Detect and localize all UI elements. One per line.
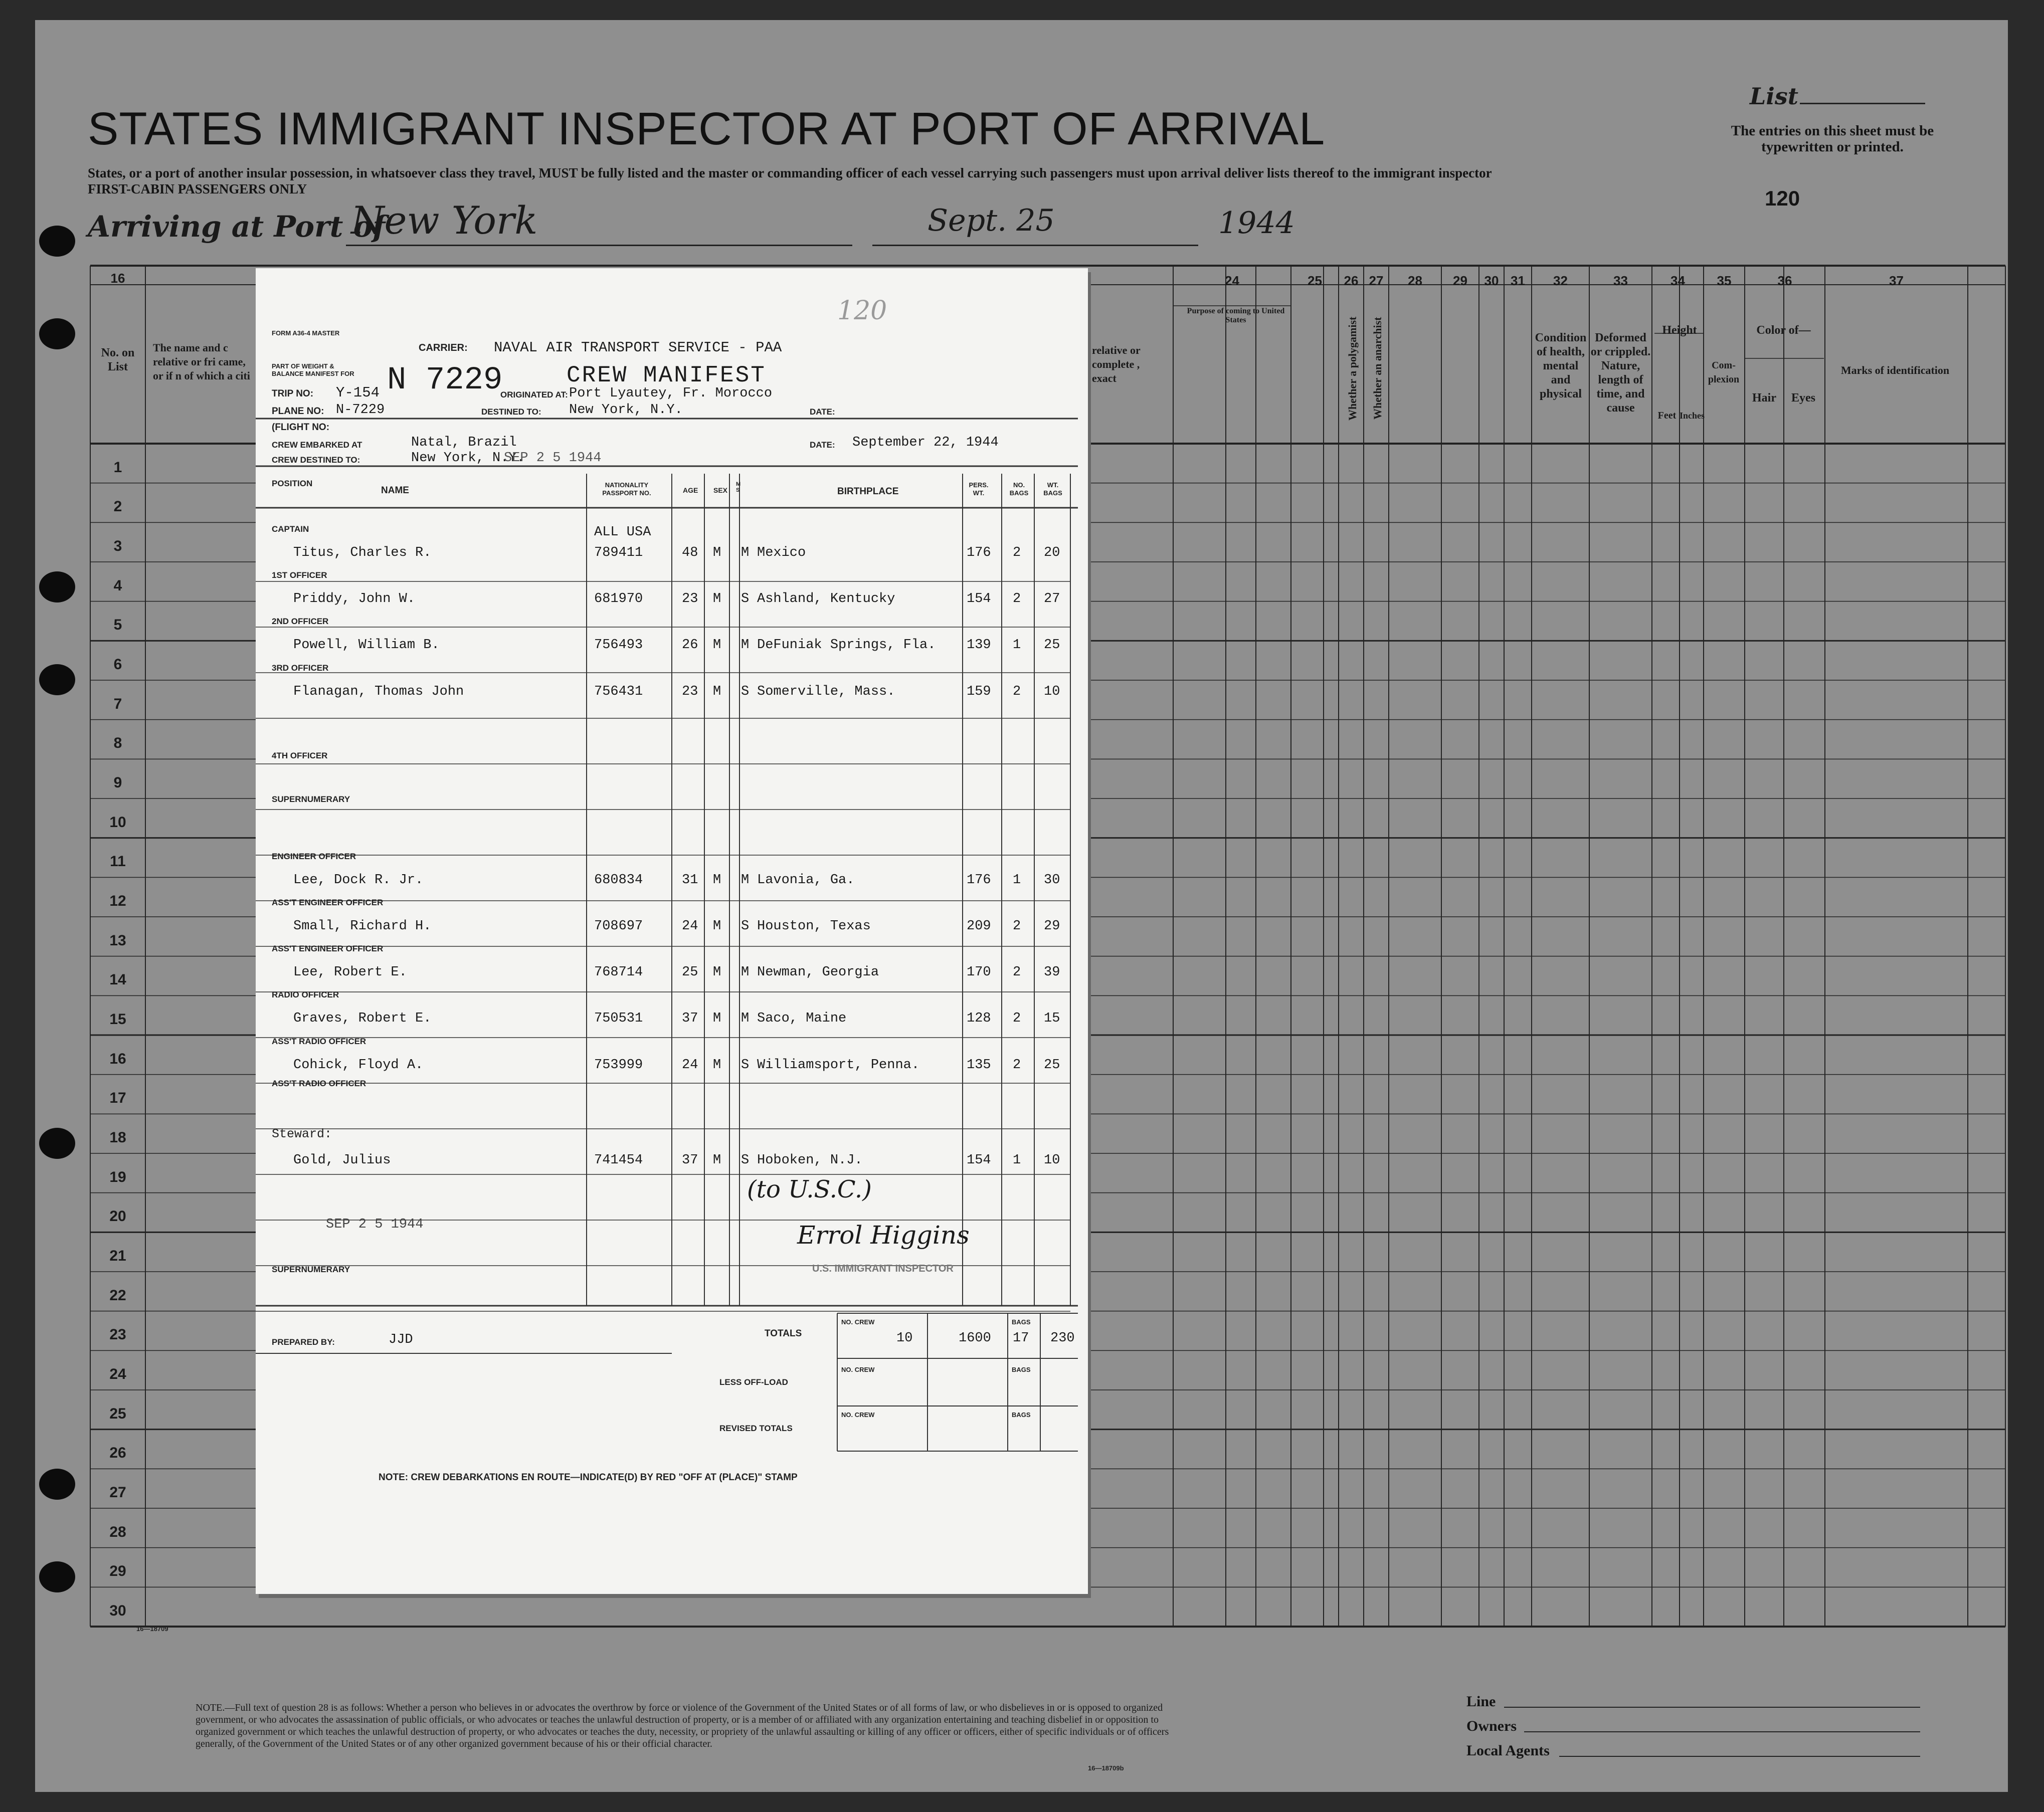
row-number: 4 — [113, 577, 122, 594]
col-number: 36 — [1777, 273, 1792, 288]
relative-head: relative or complete , exact — [1092, 344, 1141, 384]
crew-bags: 2 — [1013, 1058, 1021, 1073]
entries-note: The entries on this sheet must be typewritten or printed. — [1731, 123, 1934, 155]
sheet-number: 120 — [1765, 186, 1800, 210]
crew-bag-weight: 25 — [1044, 638, 1060, 653]
crew-sex: M — [713, 873, 721, 888]
crew-birthplace: Houston, Texas — [757, 919, 871, 934]
crew-sex: M — [713, 1153, 721, 1168]
crew-weight: 154 — [967, 1153, 991, 1168]
age-col-head: AGE — [683, 486, 698, 494]
purpose-head: Purpose of coming to United States — [1187, 307, 1285, 324]
revised-totals-label: REVISED TOTALS — [719, 1424, 793, 1433]
position-4th-officer: 4TH OFFICER — [272, 751, 328, 760]
total-crew: 10 — [896, 1331, 913, 1346]
less-offload-label: LESS OFF-LOAD — [719, 1377, 788, 1387]
position-supernumerary: SUPERNUMERARY — [272, 794, 350, 804]
crew-position: CAPTAIN — [272, 524, 309, 534]
agents-underline — [1559, 1756, 1920, 1757]
nationality-all: ALL USA — [594, 525, 651, 540]
crew-name: Lee, Robert E. — [293, 965, 407, 980]
crew-age: 23 — [682, 684, 698, 699]
form-subtitle: States, or a port of another insular possession, in whatsoever class they travel, MUST be fully listed and the master or commanding officer of each vessel carrying such passengers must upon arrival deliver lists thereof to the immigrant inspector — [88, 165, 1492, 180]
crew-birthplace: Mexico — [757, 545, 806, 560]
crew-marital-status: S — [741, 684, 750, 699]
row-number: 20 — [109, 1208, 126, 1225]
crew-birthplace: Saco, Maine — [757, 1011, 847, 1026]
usc-note: (to U.S.C.) — [747, 1175, 872, 1203]
no-crew-label-2: NO. CREW — [841, 1366, 875, 1373]
crew-passport: 680834 — [594, 873, 643, 888]
crew-weight: 176 — [967, 545, 991, 560]
col-number: 27 — [1369, 273, 1384, 288]
arrival-date: Sept. 25 — [927, 203, 1055, 238]
crew-bag-weight: 20 — [1044, 545, 1060, 560]
crew-bag-weight: 15 — [1044, 1011, 1060, 1026]
plane-number: N-7229 — [336, 402, 385, 418]
crew-passport: 741454 — [594, 1153, 643, 1168]
crew-bags: 2 — [1013, 965, 1021, 980]
crew-name: Priddy, John W. — [293, 591, 416, 607]
crew-weight: 209 — [967, 919, 991, 934]
crew-bags: 1 — [1013, 638, 1021, 653]
crew-bag-weight: 27 — [1044, 591, 1060, 607]
crew-bags: 2 — [1013, 1011, 1021, 1026]
anarchist-head — [1364, 316, 1394, 421]
crew-sex: M — [713, 684, 721, 699]
col-number: 31 — [1511, 273, 1525, 288]
row-number: 29 — [109, 1563, 126, 1580]
crew-name: Powell, William B. — [293, 638, 440, 653]
plane-label: PLANE NO: — [272, 406, 324, 417]
crew-position: ASS'T RADIO OFFICER — [272, 1037, 366, 1046]
row-number: 14 — [109, 971, 126, 988]
crew-weight: 170 — [967, 965, 991, 980]
row-number: 8 — [113, 735, 122, 752]
crew-passport: 750531 — [594, 1011, 643, 1026]
prepared-by-label: PREPARED BY: — [272, 1337, 335, 1347]
crew-bag-weight: 10 — [1044, 684, 1060, 699]
bags-col-head: NO. BAGS — [1009, 481, 1029, 497]
pencil-number: 120 — [837, 296, 887, 326]
anarchist-text: Whether an anarchist — [1371, 317, 1384, 420]
feet-head: Feet — [1657, 410, 1677, 421]
lower-stamp-date: SEP 2 5 1944 — [326, 1217, 424, 1232]
crew-passport: 681970 — [594, 591, 643, 607]
position-col-head: POSITION — [272, 479, 313, 488]
col-number: 29 — [1453, 273, 1467, 288]
totals-label: TOTALS — [765, 1328, 802, 1339]
crew-age: 26 — [682, 638, 698, 653]
col-number: 35 — [1717, 273, 1732, 288]
arrival-year: 1944 — [1218, 206, 1295, 241]
owners-underline — [1524, 1731, 1920, 1732]
row-number: 6 — [113, 656, 122, 673]
crew-position: 3RD OFFICER — [272, 663, 329, 673]
crew-marital-status: S — [741, 591, 750, 607]
crew-birthplace: DeFuniak Springs, Fla. — [757, 638, 936, 653]
name-col-head: NAME — [381, 485, 409, 496]
owners-label: Owners — [1466, 1718, 1517, 1734]
crew-bags: 2 — [1013, 684, 1021, 699]
crew-age: 23 — [682, 591, 698, 607]
trip-number: Y-154 — [336, 384, 380, 401]
bags-label-2: BAGS — [1012, 1366, 1031, 1373]
color-head: Color of— — [1756, 324, 1811, 337]
flight-label: (FLIGHT NO: — [272, 422, 330, 433]
crew-sex: M — [713, 1011, 721, 1026]
grid-form-code: 16—18709 — [136, 1625, 168, 1633]
row-number: 2 — [113, 498, 122, 515]
hair-head: Hair — [1752, 391, 1776, 405]
col-number: 24 — [1225, 273, 1239, 288]
crew-marital-status: S — [741, 1153, 750, 1168]
crew-birthplace: Somerville, Mass. — [757, 684, 895, 699]
row-number: 22 — [109, 1287, 126, 1304]
total-bag-weight: 230 — [1050, 1331, 1075, 1346]
destined-label: DESTINED TO: — [481, 407, 541, 417]
crew-bag-weight: 25 — [1044, 1058, 1060, 1073]
crew-bags: 2 — [1013, 591, 1021, 607]
sex-col-head: SEX — [713, 486, 728, 494]
row-number: 28 — [109, 1523, 126, 1540]
crew-weight: 154 — [967, 591, 991, 607]
crew-sex: M — [713, 591, 721, 607]
crew-bag-weight: 10 — [1044, 1153, 1060, 1168]
crew-weight: 135 — [967, 1058, 991, 1073]
crew-age: 37 — [682, 1153, 698, 1168]
row-number: 9 — [113, 774, 122, 791]
crew-marital-status: S — [741, 919, 750, 934]
crew-passport: 753999 — [594, 1058, 643, 1073]
col-number: 26 — [1344, 273, 1359, 288]
debarkation-note: NOTE: CREW DEBARKATIONS EN ROUTE—INDICATE(D) BY RED "OFF AT (PLACE)" STAMP — [379, 1472, 798, 1483]
crew-marital-status: M — [741, 1011, 750, 1026]
crew-bag-weight: 30 — [1044, 873, 1060, 888]
deformed-head: Deformed or crippled. Nature, length of time, and cause — [1590, 331, 1651, 415]
crew-position: 2ND OFFICER — [272, 617, 329, 626]
birthplace-col-head: BIRTHPLACE — [837, 486, 899, 497]
total-weight: 1600 — [959, 1331, 991, 1346]
crew-age: 37 — [682, 1011, 698, 1026]
arrival-port: New York — [351, 198, 538, 243]
row-number: 18 — [109, 1129, 126, 1146]
row-number: 17 — [109, 1090, 126, 1107]
bags-label-3: BAGS — [1012, 1411, 1031, 1419]
crew-name: Gold, Julius — [293, 1153, 391, 1168]
crew-bag-weight: 29 — [1044, 919, 1060, 934]
crew-age: 48 — [682, 545, 698, 560]
row-number: 13 — [109, 932, 126, 949]
no-crew-label-1: NO. CREW — [841, 1318, 875, 1326]
crew-marital-status: S — [741, 1058, 750, 1073]
nationality-col-head: NATIONALITY PASSPORT NO. — [602, 481, 651, 497]
complexion-head: Com- plexion — [1708, 360, 1740, 385]
crew-sex: M — [713, 1058, 721, 1073]
manifest-form-code: FORM A36-4 MASTER — [272, 329, 340, 337]
position-asst-radio-2: ASS'T RADIO OFFICER — [272, 1079, 366, 1088]
row-number: 11 — [110, 853, 126, 870]
row-number: 25 — [109, 1405, 126, 1422]
local-agents-label: Local Agents — [1466, 1742, 1550, 1759]
crew-bags: 2 — [1013, 919, 1021, 934]
list-label-text: List — [1750, 83, 1798, 110]
crew-bags: 1 — [1013, 1153, 1021, 1168]
inspector-signature: Errol Higgins — [797, 1221, 970, 1250]
crew-sex: M — [713, 919, 721, 934]
embarked-value: Natal, Brazil — [411, 435, 517, 450]
inches-head: Inches — [1680, 411, 1705, 421]
crew-name: Graves, Robert E. — [293, 1011, 432, 1026]
crew-position: ASS'T ENGINEER OFFICER — [272, 898, 384, 907]
carrier-value: NAVAL AIR TRANSPORT SERVICE - PAA — [494, 339, 782, 356]
crew-name: Cohick, Floyd A. — [293, 1058, 424, 1073]
col-number: 32 — [1553, 273, 1568, 288]
aircraft-number-large: N 7229 — [387, 362, 503, 398]
crew-age: 31 — [682, 873, 698, 888]
height-head: Height — [1662, 324, 1697, 337]
col-number: 28 — [1408, 273, 1422, 288]
crew-sex: M — [713, 638, 721, 653]
originated-value: Port Lyautey, Fr. Morocco — [569, 386, 773, 401]
embark-date-label: DATE: — [810, 440, 835, 450]
health-head: Condition of health, mental and physical — [1535, 331, 1587, 400]
col-number: 33 — [1613, 273, 1628, 288]
position-supernumerary-2: SUPERNUMERARY — [272, 1265, 350, 1274]
crew-sex: M — [713, 965, 721, 980]
row-number: 1 — [113, 459, 122, 476]
col-number-16: 16 — [110, 271, 125, 286]
row-number: 16 — [109, 1050, 126, 1067]
crew-weight: 139 — [967, 638, 991, 653]
crew-sex: M — [713, 545, 721, 560]
crew-weight: 176 — [967, 873, 991, 888]
col-number: 30 — [1484, 273, 1499, 288]
crew-passport: 789411 — [594, 545, 643, 560]
row-number: 19 — [109, 1168, 126, 1185]
polygamist-text: Whether a polygamist — [1346, 316, 1359, 421]
crew-weight: 159 — [967, 684, 991, 699]
row-number: 15 — [109, 1011, 126, 1028]
crew-position: RADIO OFFICER — [272, 990, 339, 999]
row-number: 10 — [109, 814, 126, 831]
crew-age: 24 — [682, 919, 698, 934]
destined-value: New York, N.Y. — [569, 402, 683, 418]
eyes-head: Eyes — [1791, 391, 1815, 405]
row-number: 7 — [113, 695, 122, 712]
crew-bags: 2 — [1013, 545, 1021, 560]
no-crew-label-3: NO. CREW — [841, 1411, 875, 1419]
crew-birthplace: Lavonia, Ga. — [757, 873, 855, 888]
crew-bags: 1 — [1013, 873, 1021, 888]
row-number: 23 — [109, 1326, 126, 1343]
prepared-by-value: JJD — [389, 1332, 413, 1347]
crew-bag-weight: 39 — [1044, 965, 1060, 980]
weight-manifest-label: PART OF WEIGHT & BALANCE MANIFEST FOR — [272, 362, 354, 377]
row-number: 26 — [109, 1445, 126, 1462]
row-number: 30 — [109, 1602, 126, 1619]
crew-name: Small, Richard H. — [293, 919, 432, 934]
footer-form-code: 16—18709b — [1088, 1764, 1124, 1772]
arrival-stamp-date: SEP 2 5 1944 — [504, 451, 602, 466]
line-underline — [1504, 1707, 1920, 1708]
col-number: 37 — [1889, 273, 1904, 288]
crew-age: 24 — [682, 1058, 698, 1073]
crew-age: 25 — [682, 965, 698, 980]
col-number: 25 — [1308, 273, 1322, 288]
carrier-label: CARRIER: — [419, 342, 468, 353]
crew-birthplace: Hoboken, N.J. — [757, 1153, 863, 1168]
crew-weight: 128 — [967, 1011, 991, 1026]
crew-manifest-paper — [256, 268, 1088, 1594]
crew-position: ASS'T ENGINEER OFFICER — [272, 944, 384, 953]
crew-position: 1ST OFFICER — [272, 570, 327, 580]
bag-wt-col-head: WT. BAGS — [1043, 481, 1062, 497]
crew-birthplace: Ashland, Kentucky — [757, 591, 895, 607]
crew-marital-status: M — [741, 545, 750, 560]
line-label: Line — [1466, 1693, 1496, 1710]
date-label: DATE: — [810, 407, 835, 417]
crew-position: ENGINEER OFFICER — [272, 852, 356, 861]
total-bags: 17 — [1013, 1331, 1029, 1346]
crew-passport: 708697 — [594, 919, 643, 934]
row-number: 12 — [109, 893, 126, 909]
trip-label: TRIP NO: — [272, 388, 314, 399]
arriving-label: Arriving at Port of — [88, 210, 386, 244]
crew-manifest-title: CREW MANIFEST — [567, 362, 766, 388]
crew-name: Titus, Charles R. — [293, 545, 432, 560]
crew-passport: 756431 — [594, 684, 643, 699]
row-number: 5 — [113, 617, 122, 634]
class-line: FIRST-CABIN PASSENGERS ONLY — [88, 181, 307, 196]
crew-name: Flanagan, Thomas John — [293, 684, 464, 699]
row-number: 24 — [109, 1366, 126, 1382]
crew-destined-label: CREW DESTINED TO: — [272, 455, 360, 465]
ms-col-head: M S — [736, 481, 741, 493]
crew-name: Lee, Dock R. Jr. — [293, 873, 424, 888]
form-title: STATES IMMIGRANT INSPECTOR AT PORT OF ARRIVAL — [88, 103, 1326, 154]
no-on-list-head: No. on List — [101, 346, 135, 373]
crew-birthplace: Williamsport, Penna. — [757, 1058, 920, 1073]
crew-marital-status: M — [741, 965, 750, 980]
row-number: 27 — [109, 1484, 126, 1501]
inspector-line: U.S. IMMIGRANT INSPECTOR — [812, 1263, 954, 1274]
embark-date-value: September 22, 1944 — [852, 435, 999, 450]
crew-passport: 756493 — [594, 638, 643, 653]
question-28-footnote: NOTE.—Full text of question 28 is as follows: Whether a person who believes in or advocates the overthrow by force or violence of the Government of the United States or of all forms of law, or who disbelieves in or is opposed to organized government, or who advocates the assassination of public officials, or who advocates or teaches the unlawful destruction of property, or is a member of or affiliated with any organization entertaining and teaching disbelief in or opposition to organized government or which teaches the unlawful destruction of property, or who advocates or teaches the duty, necessity, or propriety of the unlawful assaulting or killing of any officer or officers, either of specific individuals or of officers generally, of the Government of the United States or of any other organized government because of his or their official character. — [196, 1702, 1169, 1749]
crew-marital-status: M — [741, 638, 750, 653]
crew-marital-status: M — [741, 873, 750, 888]
marks-head: Marks of identification — [1840, 364, 1950, 376]
row-number: 21 — [109, 1248, 126, 1264]
col-number: 34 — [1670, 273, 1685, 288]
name-head: The name and c relative or fri came, or if n of which a citi — [153, 341, 250, 382]
weight-col-head: PERS. WT. — [969, 481, 989, 497]
originated-label: ORIGINATED AT: — [500, 390, 568, 399]
crew-position: Steward: — [272, 1127, 332, 1141]
row-number: 3 — [113, 538, 122, 554]
crew-passport: 768714 — [594, 965, 643, 980]
crew-destined-value: New York, N.Y. — [411, 451, 525, 466]
embarked-label: CREW EMBARKED AT — [272, 440, 362, 450]
bags-label-1: BAGS — [1012, 1318, 1031, 1326]
crew-birthplace: Newman, Georgia — [757, 965, 879, 980]
